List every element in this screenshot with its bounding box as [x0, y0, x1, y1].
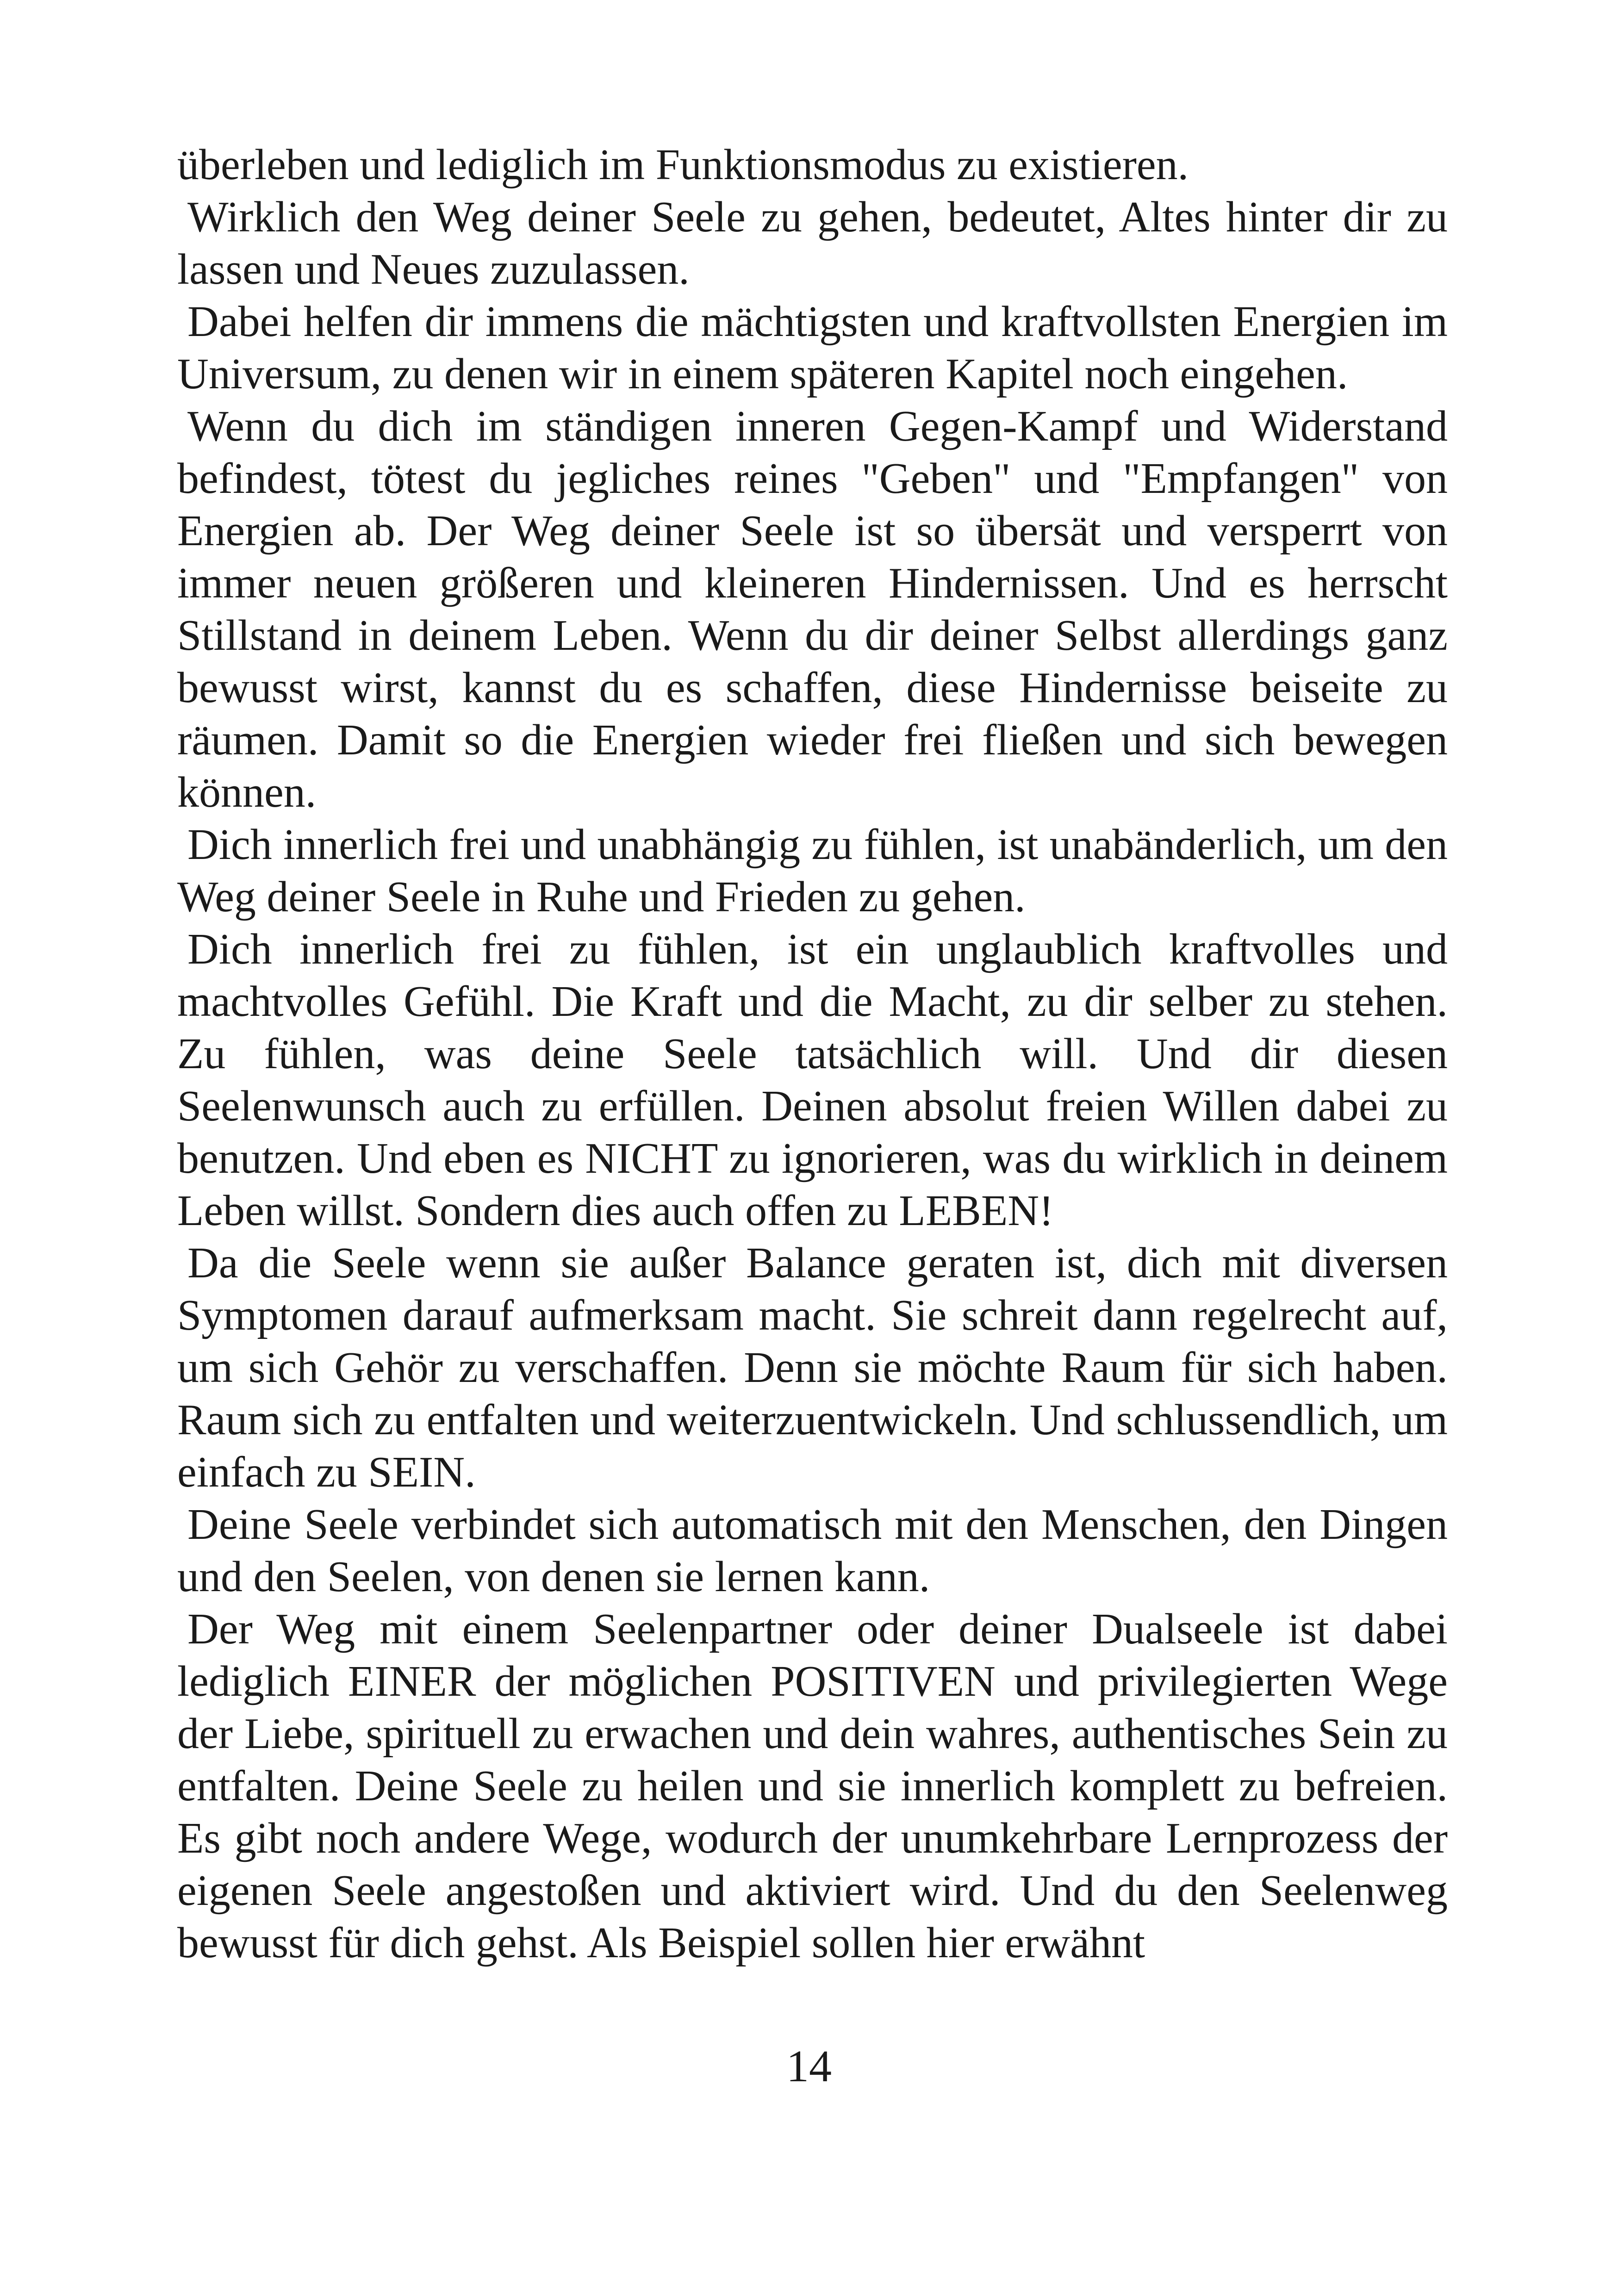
paragraph: Wenn du dich im ständigen inneren Gegen-Kampf und Widerstand befindest, tötest du jegliches reines "Geben" und "Empfangen" von Energien ab. Der Weg deiner Seele ist so übersät und versperrt von immer neuen größeren und kleineren Hindernissen. Und es herrscht Stillstand in deinem Leben. Wenn du dir deiner Selbst allerdings ganz bewusst wirst, kannst du es schaffen, diese Hindernisse beiseite zu räumen. Damit so die Energien wieder frei fließen und sich bewegen können.	[177, 402, 1448, 816]
paragraph: Wirklich den Weg deiner Seele zu gehen, bedeutet, Altes hinter dir zu lassen und Neues zuzulassen.	[177, 193, 1448, 293]
paragraph: Der Weg mit einem Seelenpartner oder deiner Dualseele ist dabei lediglich EINER der möglichen POSITIVEN und privilegierten Wege der Liebe, spirituell zu erwachen und dein wahres, authentisches Sein zu entfalten. Deine Seele zu heilen und sie innerlich komplett zu befreien. Es gibt noch andere Wege, wodurch der unumkehrbare Lernprozess der eigenen Seele angestoßen und aktiviert wird. Und du den Seelenweg bewusst für dich gehst. Als Beispiel sollen hier erwähnt	[177, 1605, 1448, 1967]
paragraph: Da die Seele wenn sie außer Balance geraten ist, dich mit diversen Symptomen darauf aufmerksam macht. Sie schreit dann regelrecht auf, um sich Gehör zu verschaffen. Denn sie möchte Raum für sich haben. Raum sich zu entfalten und weiterzuentwickeln. Und schlussendlich, um einfach zu SEIN.	[177, 1239, 1448, 1496]
paragraph: Dich innerlich frei zu fühlen, ist ein unglaublich kraftvolles und machtvolles Gefühl. Die Kraft und die Macht, zu dir selber zu stehen. Zu fühlen, was deine Seele tatsächlich will. Und dir diesen Seelenwunsch auch zu erfüllen. Deinen absolut freien Willen dabei zu benutzen. Und eben es NICHT zu ignorieren, was du wirklich in deinem Leben willst. Sondern dies auch offen zu LEBEN!	[177, 925, 1448, 1235]
page-number: 14	[786, 2041, 832, 2091]
paragraph: Deine Seele verbindet sich automatisch mit den Menschen, den Dingen und den Seelen, von denen sie lernen kann.	[177, 1500, 1448, 1601]
paragraph: Dabei helfen dir immens die mächtigsten und kraftvollsten Energien im Universum, zu denen wir in einem späteren Kapitel noch eingehen.	[177, 298, 1448, 398]
paragraph: überleben und lediglich im Funktionsmodus zu existieren.	[177, 141, 1189, 189]
page-body	[177, 139, 1448, 1969]
paragraph: Dich innerlich frei und unabhängig zu fühlen, ist unabänderlich, um den Weg deiner Seele in Ruhe und Frieden zu gehen.	[177, 821, 1448, 921]
